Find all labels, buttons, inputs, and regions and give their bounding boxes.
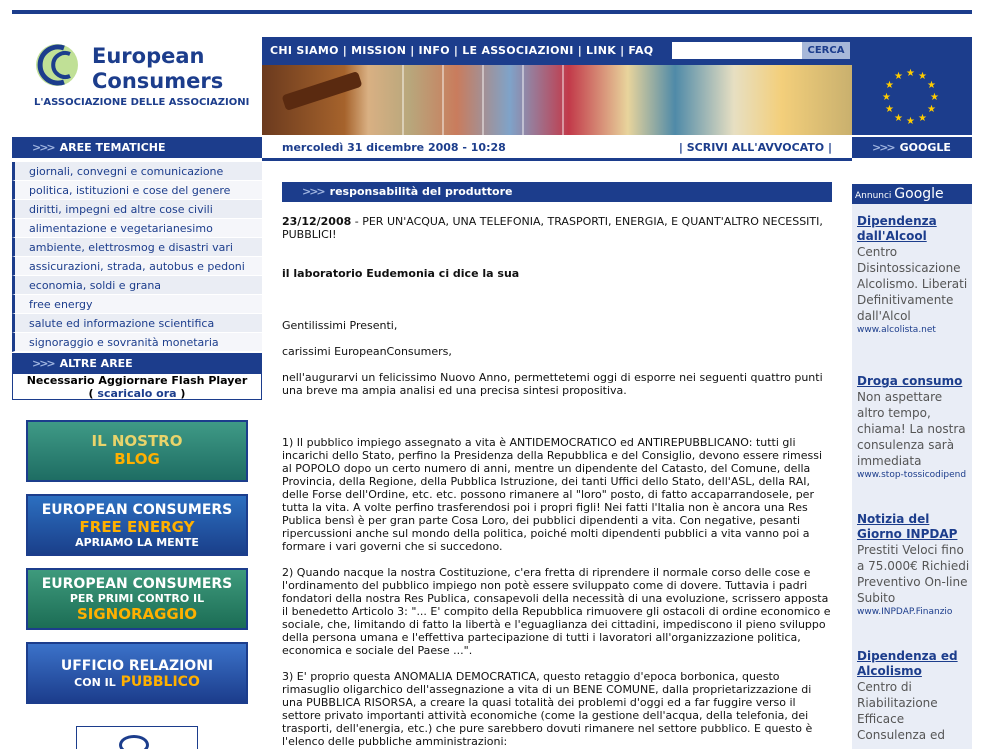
sidebar-item-signoraggio[interactable]: signoraggio e sovranità monetaria (12, 333, 262, 352)
double-arrow-icon: >>> (32, 141, 54, 154)
google-logo: Google (894, 186, 944, 202)
logo[interactable] (12, 14, 262, 136)
flash-notice-text: Necessario Aggiornare Flash Player (26, 374, 248, 387)
flash-download: ( scaricalo ora ) (88, 387, 186, 400)
blog-banner-line2: BLOG (114, 450, 160, 468)
article-date: 23/12/2008 (282, 215, 352, 228)
google-title: GOOGLE (899, 141, 951, 154)
ad-title-link[interactable]: Notizia del Giorno INPDAP (857, 512, 958, 541)
google-ads-header[interactable] (852, 184, 972, 204)
article-intro: nell'augurarvi un felicissimo Nuovo Anno, permettetemi oggi di esporre nei seguenti quattro punti una breve ma ampia analisi ed una precisa sintesi propositiva. (282, 371, 823, 397)
double-arrow-icon: >>> (302, 185, 324, 198)
section-title: responsabilità del produttore (329, 185, 513, 198)
free-energy-banner-line3: APRIAMO LA MENTE (75, 536, 199, 549)
urp-banner-con: CON IL (74, 676, 116, 689)
ad-description: Centro di Riabilitazione Efficace Consulenza ed (857, 680, 945, 742)
ads-label: Annunci (855, 191, 892, 201)
ad-description: Non aspettare altro tempo, chiama! La nostra consulenza sarà immediata (857, 390, 966, 468)
sidebar-item-diritti[interactable]: diritti, impegni ed altre cose civili (12, 200, 262, 219)
nav-chi-siamo[interactable]: CHI SIAMO (270, 44, 339, 57)
signoraggio-banner-line1: EUROPEAN CONSUMERS (41, 576, 233, 592)
sidebar-item-alimentazione[interactable]: alimentazione e vegetarianesimo (12, 219, 262, 238)
article-point-3: 3) E' proprio questa ANOMALIA DEMOCRATICA, questo retaggio d'epoca borbonica, questo rimasuglio oligarchico dell'assegnazione a vita di un BENE COMUNE, dalla proprietarizzazione di una PUBBLICA RISORSA, a creare la quasi totalità dei problemi d'oggi ed a far fuggire verso il settore privato importanti attività economiche (come la gestione dell'acqua, della telefonia, dei trasporti, dell'energia, etc.) che pure sarebbero dovuti rimanere nel settore pubblico. E questo è l'elenco delle pubbliche amministrazioni: (282, 670, 813, 748)
ad-description: Prestiti Veloci fino a 75.000€ Richiedi Preventivo On-line Subito (857, 543, 970, 605)
search-button[interactable]: CERCA (802, 42, 850, 59)
ad-item (857, 512, 971, 619)
double-arrow-icon: >>> (32, 357, 54, 370)
altre-aree-header (12, 353, 262, 374)
top-nav-links: CHI SIAMO | MISSION | INFO | LE ASSOCIAZIONI | LINK | FAQ (270, 44, 654, 57)
ad-url[interactable]: www.INPDAP.Finanzio (857, 607, 953, 617)
sidebar-item-economia[interactable]: economia, soldi e grana (12, 276, 262, 295)
google-ads-column (852, 204, 972, 749)
nav-mission[interactable]: MISSION (351, 44, 407, 57)
article-headline-text: - PER UN'ACQUA, UNA TELEFONIA, TRASPORTI, ENERGIA, E QUANT'ALTRO NECESSITI, PUBBLICI! (282, 215, 823, 241)
date-bar (262, 137, 852, 158)
flash-download-link[interactable]: scaricalo ora (97, 387, 177, 400)
ad-url[interactable]: www.stop-tossicodipend (857, 470, 967, 480)
ad-item (857, 374, 971, 482)
blog-banner-line1: IL NOSTRO (91, 432, 183, 450)
ad-item (857, 214, 971, 337)
top-nav (262, 37, 852, 65)
signoraggio-banner-line2: PER PRIMI CONTRO IL (69, 592, 205, 605)
nav-associazioni[interactable]: LE ASSOCIAZIONI (462, 44, 574, 57)
sidebar-menu (12, 162, 262, 352)
search-input[interactable] (672, 42, 802, 59)
article-point-2: 2) Quando nacque la nostra Costituzione, c'era fretta di riprendere il normale corso delle cose e l'ordinamento del pubblico impiego non potè essere sviluppato come di dovere. Tuttavia i padri fondatori della nostra Res Publica, consapevoli della necessità di una evoluzione, scrissero apposta il benedetto Articolo 3: "... E' compito della Repubblica rimuovere gli ostacoli di ordine economico e sociale, che, limitando di fatto la libertà e l'eguaglianza dei cittadini, impediscono il pieno sviluppo della persona umana e l'effettiva partecipazione di tutti i lavoratori all'organizzazione politica, economica e sociale del Paese ...". (282, 566, 831, 657)
nav-info[interactable]: INFO (418, 44, 450, 57)
header-banner-image (262, 65, 852, 135)
sidebar-item-free-energy[interactable]: free energy (12, 295, 262, 314)
ad-item (857, 649, 971, 743)
sidebar-item-politica[interactable]: politica, istituzioni e cose del genere (12, 181, 262, 200)
greeting-1: Gentilissimi Presenti, (282, 319, 398, 332)
eye-icon (119, 735, 149, 749)
greeting-2: carissimi EuropeanConsumers, (282, 345, 452, 358)
article-subtitle (282, 267, 834, 280)
article-point-1: 1) Il pubblico impiego assegnato a vita è ANTIDEMOCRATICO ed ANTIREPUBBLICANO: tutti gli incarichi dello Stato, perfino la Presidenza della Repubblica e del Consiglio, devono essere rimessi al POPOLO dopo un certo numero di anni, mentre un dipendente del Catasto, del Comune, della Provincia, della Regione, della Pubblica Istruzione, dei tanti Uffici dello Stato, dell'ASL, della RAI, delle Forse dell'Ordine, etc. etc. possono rimanere al "loro" posto, di fatto accaparrandosele, per tutta la vita. A volte perfino trasferendosi poi i propri figli! Nei fatti l'Italia non è ancora una Res Publica bensì è per gran parte Cosa Loro, dei pubblici dipendenti a vita. Con negative, pesanti ripercussioni anche sul mondo della politica, poiché molti dipendenti pubblici a vita vanno poi a formare i vari governi che si succedono. (282, 436, 823, 553)
gavel-image (281, 71, 362, 111)
urp-banner[interactable] (26, 642, 248, 704)
scrivi-avvocato-link[interactable]: | SCRIVI ALL'AVVOCATO | (678, 141, 832, 154)
double-arrow-icon: >>> (872, 141, 894, 154)
sidebar-item-ambiente[interactable]: ambiente, elettrosmog e disastri vari (12, 238, 262, 257)
current-date: mercoledì 31 dicembre 2008 - 10:28 (282, 141, 506, 154)
logo-title-line2: Consumers (92, 69, 224, 93)
blog-banner[interactable] (26, 420, 248, 482)
sidebar-item-assicurazioni[interactable]: assicurazioni, strada, autobus e pedoni (12, 257, 262, 276)
free-energy-banner-line2: FREE ENERGY (79, 518, 195, 536)
sidebar-item-salute[interactable]: salute ed informazione scientifica (12, 314, 262, 333)
section-title-bar (282, 182, 832, 202)
bottom-eye-logo[interactable] (76, 726, 198, 749)
article-subtitle-text: il laboratorio Eudemonia ci dice la sua (282, 267, 520, 280)
urp-banner-line2 (74, 674, 200, 690)
ad-title-link[interactable]: Droga consumo (857, 374, 963, 388)
urp-banner-line1: UFFICIO RELAZIONI (60, 658, 214, 674)
ad-title-link[interactable]: Dipendenza dall'Alcool (857, 214, 937, 243)
ad-title-link[interactable]: Dipendenza ed Alcolismo (857, 649, 958, 678)
flash-notice (12, 372, 262, 400)
ad-url[interactable]: www.alcolista.net (857, 325, 936, 335)
urp-banner-pubblico: PUBBLICO (120, 674, 200, 690)
nav-faq[interactable]: FAQ (628, 44, 654, 57)
article-headline (282, 215, 834, 241)
signoraggio-banner[interactable] (26, 568, 248, 630)
signoraggio-banner-line3: SIGNORAGGIO (76, 605, 198, 623)
altre-aree-title: ALTRE AREE (59, 357, 133, 370)
aree-tematiche-header (12, 137, 262, 158)
date-bar-rule (262, 158, 852, 161)
logo-tagline: L'ASSOCIAZIONE DELLE ASSOCIAZIONI (34, 97, 250, 108)
google-header (852, 137, 972, 158)
sidebar-item-giornali[interactable]: giornali, convegni e comunicazione (12, 162, 262, 181)
article-body (282, 215, 834, 748)
free-energy-banner[interactable] (26, 494, 248, 556)
ad-description: Centro Disintossicazione Alcolismo. Liberati Definitivamente dall'Alcol (857, 245, 968, 323)
aree-tematiche-title: AREE TEMATICHE (59, 141, 166, 154)
eu-flag-image: ★ ★ ★ ★ ★ ★ ★ ★ ★ ★ ★ ★ (852, 37, 972, 135)
nav-link[interactable]: LINK (586, 44, 617, 57)
logo-title-line1: European (92, 44, 205, 68)
free-energy-banner-line1: EUROPEAN CONSUMERS (41, 502, 233, 518)
logo-emblem-icon (34, 42, 80, 88)
